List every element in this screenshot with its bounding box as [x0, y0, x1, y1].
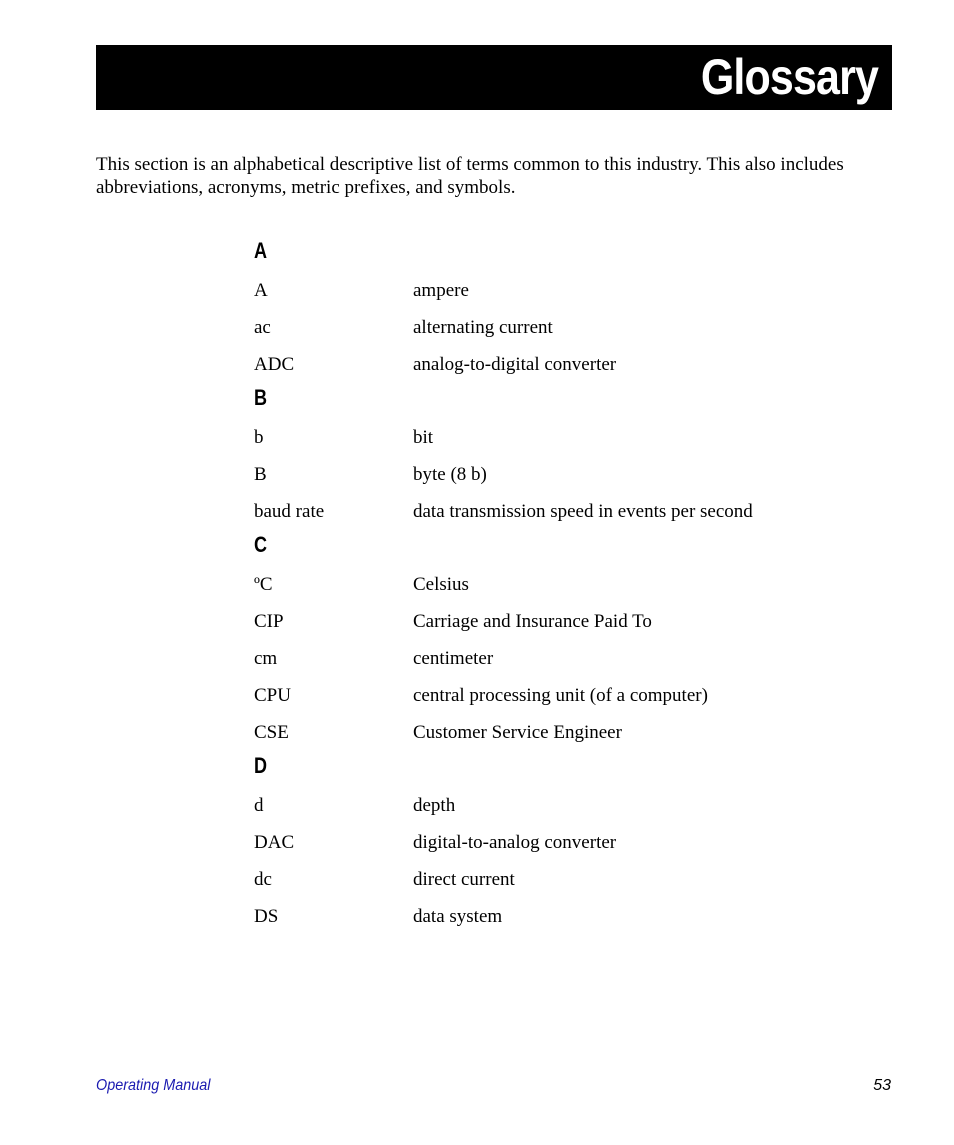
glossary-section-a: [254, 236, 854, 383]
entry-term: cm: [254, 648, 278, 669]
entry-definition: digital-to-analog converter: [413, 832, 617, 853]
entry-definition: direct current: [413, 869, 515, 890]
entry-term: ac: [254, 317, 271, 338]
section-letter: C: [254, 532, 268, 557]
glossary-entry: [254, 272, 854, 309]
glossary-entry: [254, 493, 854, 530]
entry-definition: central processing unit (of a computer): [413, 685, 708, 706]
glossary-entry: [254, 640, 854, 677]
glossary-entry: [254, 456, 854, 493]
glossary-entry: [254, 787, 854, 824]
entry-term: DS: [254, 906, 279, 927]
section-letter: A: [254, 238, 268, 263]
glossary-entry: [254, 566, 854, 603]
glossary-entry: [254, 898, 854, 935]
glossary-list: [254, 236, 854, 935]
entry-definition: depth: [413, 795, 456, 816]
glossary-section-d: [254, 751, 854, 935]
entry-definition: alternating current: [413, 317, 553, 338]
entry-definition: Carriage and Insurance Paid To: [413, 611, 652, 632]
entry-term: ADC: [254, 354, 295, 375]
entry-definition: data system: [413, 906, 503, 927]
glossary-section-c: [254, 530, 854, 751]
footer-manual-name: Operating Manual: [96, 1077, 211, 1094]
entry-term: CSE: [254, 722, 289, 743]
entry-term: baud rate: [254, 501, 325, 522]
entry-definition: analog-to-digital converter: [413, 354, 617, 375]
entry-definition: byte (8 b): [413, 464, 487, 485]
glossary-entry: [254, 603, 854, 640]
glossary-entry: [254, 419, 854, 456]
entry-term: CPU: [254, 685, 291, 706]
footer-page-number: 53: [873, 1077, 891, 1094]
entry-definition: ampere: [413, 280, 469, 301]
entry-term: d: [254, 795, 264, 816]
entry-term: dc: [254, 869, 272, 890]
entry-definition: centimeter: [413, 648, 494, 669]
section-letter: B: [254, 385, 268, 410]
intro-paragraph: This section is an alphabetical descriptive list of terms common to this industry. This also includes abbreviations, acronyms, metric prefixes, and symbols.: [96, 154, 844, 198]
entry-definition: Celsius: [413, 574, 469, 595]
glossary-entry: [254, 346, 854, 383]
entry-definition: Customer Service Engineer: [413, 722, 622, 743]
entry-term: b: [254, 427, 264, 448]
glossary-entry: [254, 309, 854, 346]
section-letter: D: [254, 753, 268, 778]
page-title: Glossary: [700, 49, 878, 105]
title-bar: [96, 45, 892, 110]
entry-term: ºC: [254, 574, 273, 595]
glossary-entry: [254, 824, 854, 861]
entry-term: CIP: [254, 611, 284, 632]
glossary-entry: [254, 714, 854, 751]
entry-definition: data transmission speed in events per second: [413, 501, 753, 522]
glossary-entry: [254, 677, 854, 714]
entry-term: B: [254, 464, 267, 485]
glossary-section-b: [254, 383, 854, 530]
entry-term: A: [254, 280, 268, 301]
entry-term: DAC: [254, 832, 295, 853]
glossary-entry: [254, 861, 854, 898]
entry-definition: bit: [413, 427, 434, 448]
